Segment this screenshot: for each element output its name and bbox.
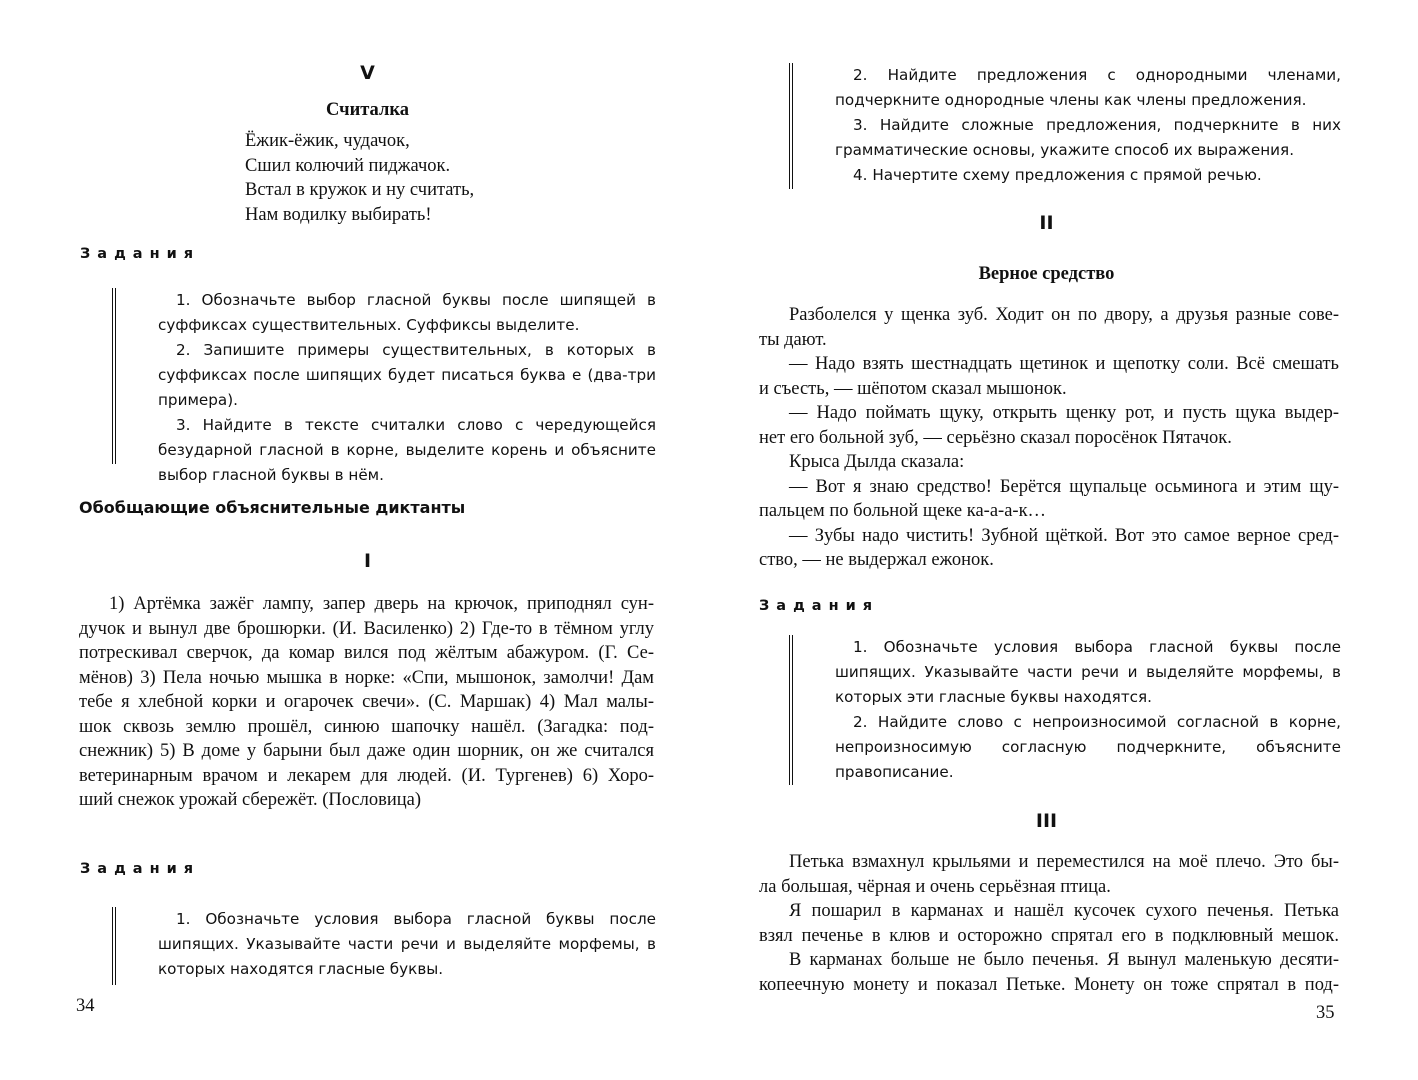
text-line: — Вот я знаю средство! Берётся щупальце осьминога и этим щу- bbox=[789, 476, 1339, 497]
text-line: тебе я хлебной корки и огарочек свечи». (С. Маршак) 4) Мал малы- bbox=[79, 692, 654, 712]
tasks-box bbox=[789, 635, 1341, 785]
task-item: 3. Найдите сложные предложения, подчеркните в них грамматические основы, укажите способ их выражения. bbox=[835, 116, 1341, 159]
text-line: потрескивал сверчок, да комар вился под жёлтым абажуром. (Г. Се- bbox=[79, 643, 654, 663]
text-line: Я пошарил в карманах и нашёл кусочек сухого печенья. Петька bbox=[789, 901, 1339, 921]
text-line: — Зубы надо чистить! Зубной щёткой. Вот это самое верное сред- bbox=[789, 525, 1339, 546]
poem-line: Нам водилку выбирать! bbox=[245, 204, 432, 225]
text-line: копеечную монету и показал Петьке. Монету он тоже спрятал в под- bbox=[759, 974, 1339, 995]
text-line: — Надо поймать щуку, открыть щенку рот, и пусть щука выдер- bbox=[789, 403, 1339, 423]
page-number: 35 bbox=[1316, 1003, 1335, 1023]
text-line: В карманах больше не было печенья. Я вынул маленькую десяти- bbox=[789, 950, 1339, 970]
text-line: и съесть, — шёпотом сказал мышонок. bbox=[759, 378, 1067, 399]
task-item: 1. Обозначьте условия выбора гласной буквы после шипящих. Указывайте части речи и выделяйте морфемы, в которых эти гласные буквы находятся. bbox=[835, 638, 1341, 706]
task-item: 2. Найдите предложения с однородными членами, подчеркните однородные члены как члены предложения. bbox=[835, 66, 1341, 109]
tasks-heading: Задания bbox=[80, 246, 201, 262]
tasks-heading: Задания bbox=[759, 598, 880, 614]
task-item: 1. Обозначьте условия выбора гласной буквы после шипящих. Указывайте части речи и выделяйте морфемы, в которых находятся гласные буквы. bbox=[158, 910, 656, 978]
section-numeral-v: V bbox=[360, 62, 375, 84]
right-page bbox=[709, 0, 1418, 1080]
section-numeral-ii: II bbox=[1039, 212, 1054, 234]
text-line: Петька взмахнул крыльями и переместился на моё плечо. Это бы- bbox=[789, 852, 1339, 872]
final-text bbox=[759, 850, 1339, 997]
text-line: снежник) 5) В доме у барыни был даже один шорник, он же считался bbox=[79, 741, 654, 761]
section-numeral-iii: III bbox=[1035, 810, 1058, 832]
text-line: ство, — не выдержал ежонок. bbox=[759, 550, 994, 570]
poem bbox=[245, 129, 565, 227]
text-line: — Надо взять шестнадцать щетинок и щепотку соли. Всё смешать bbox=[789, 354, 1339, 374]
tasks-box bbox=[112, 907, 656, 985]
dictation-text bbox=[79, 592, 654, 813]
story-text bbox=[759, 303, 1339, 573]
text-line: Крыса Дылда сказала: bbox=[789, 452, 965, 472]
tasks-heading: Задания bbox=[80, 861, 201, 877]
page-number: 34 bbox=[76, 996, 95, 1016]
task-item: 2. Запишите примеры существительных, в которых в суффиксах после шипящих будет писаться буква е (два-три примера). bbox=[158, 341, 656, 409]
story-title: Верное средство bbox=[978, 264, 1115, 284]
text-line: нет его больной зуб, — серьёзно сказал поросёнок Пятачок. bbox=[759, 427, 1232, 448]
text-line: ший снежок урожай сбережёт. (Пословица) bbox=[79, 790, 422, 810]
task-item: 2. Найдите слово с непроизносимой согласной в корне, непроизносимую согласную подчеркните, объясните правописание. bbox=[835, 713, 1341, 781]
poem-line: Сшил колючий пиджачок. bbox=[245, 155, 451, 176]
task-item: 1. Обозначьте выбор гласной буквы после шипящей в суффиксах существительных. Суффиксы выделите. bbox=[158, 291, 656, 334]
text-line: 1) Артёмка зажёг лампу, запер дверь на крючок, приподнял сун- bbox=[109, 594, 654, 614]
tasks-box bbox=[112, 288, 656, 484]
text-line: мёнов) 3) Пела ночью мышка в норке: «Спи, мышонок, замолчи! Дам bbox=[79, 667, 654, 688]
task-item: 4. Начертите схему предложения с прямой речью. bbox=[853, 166, 1262, 184]
poem-line: Встал в кружок и ну считать, bbox=[245, 180, 475, 200]
section-heading: Обобщающие объяснительные диктанты bbox=[79, 498, 466, 517]
tasks-box bbox=[789, 63, 1341, 189]
dictation-numeral: I bbox=[363, 550, 372, 572]
text-line: ла большая, чёрная и очень серьёзная птица. bbox=[759, 876, 1111, 897]
text-line: пальцем по больной щеке ка-а-а-к… bbox=[759, 501, 1047, 521]
text-line: Разболелся у щенка зуб. Ходит он по двору, а друзья разные сове- bbox=[789, 305, 1339, 325]
task-item: 3. Найдите в тексте считалки слово с чередующейся безударной гласной в корне, выделите корень и объясните выбор гласной буквы в нём. bbox=[158, 416, 656, 484]
text-line: дучок и вынул две брошюрки. (И. Василенко) 2) Где-то в тёмном углу bbox=[79, 618, 654, 639]
text-line: ветеринарным врачом и лекарем для людей. (И. Тургенев) 6) Хоро- bbox=[79, 765, 654, 786]
poem-title: Считалка bbox=[326, 100, 409, 120]
text-line: ты дают. bbox=[759, 329, 827, 350]
text-line: взял печенье в клюв и осторожно спрятал его в подклювный мешок. bbox=[759, 925, 1339, 946]
poem-line: Ёжик-ёжик, чудачок, bbox=[245, 131, 410, 151]
text-line: шок сквозь землю прошёл, синюю шапочку нашёл. (Загадка: под- bbox=[79, 716, 654, 737]
